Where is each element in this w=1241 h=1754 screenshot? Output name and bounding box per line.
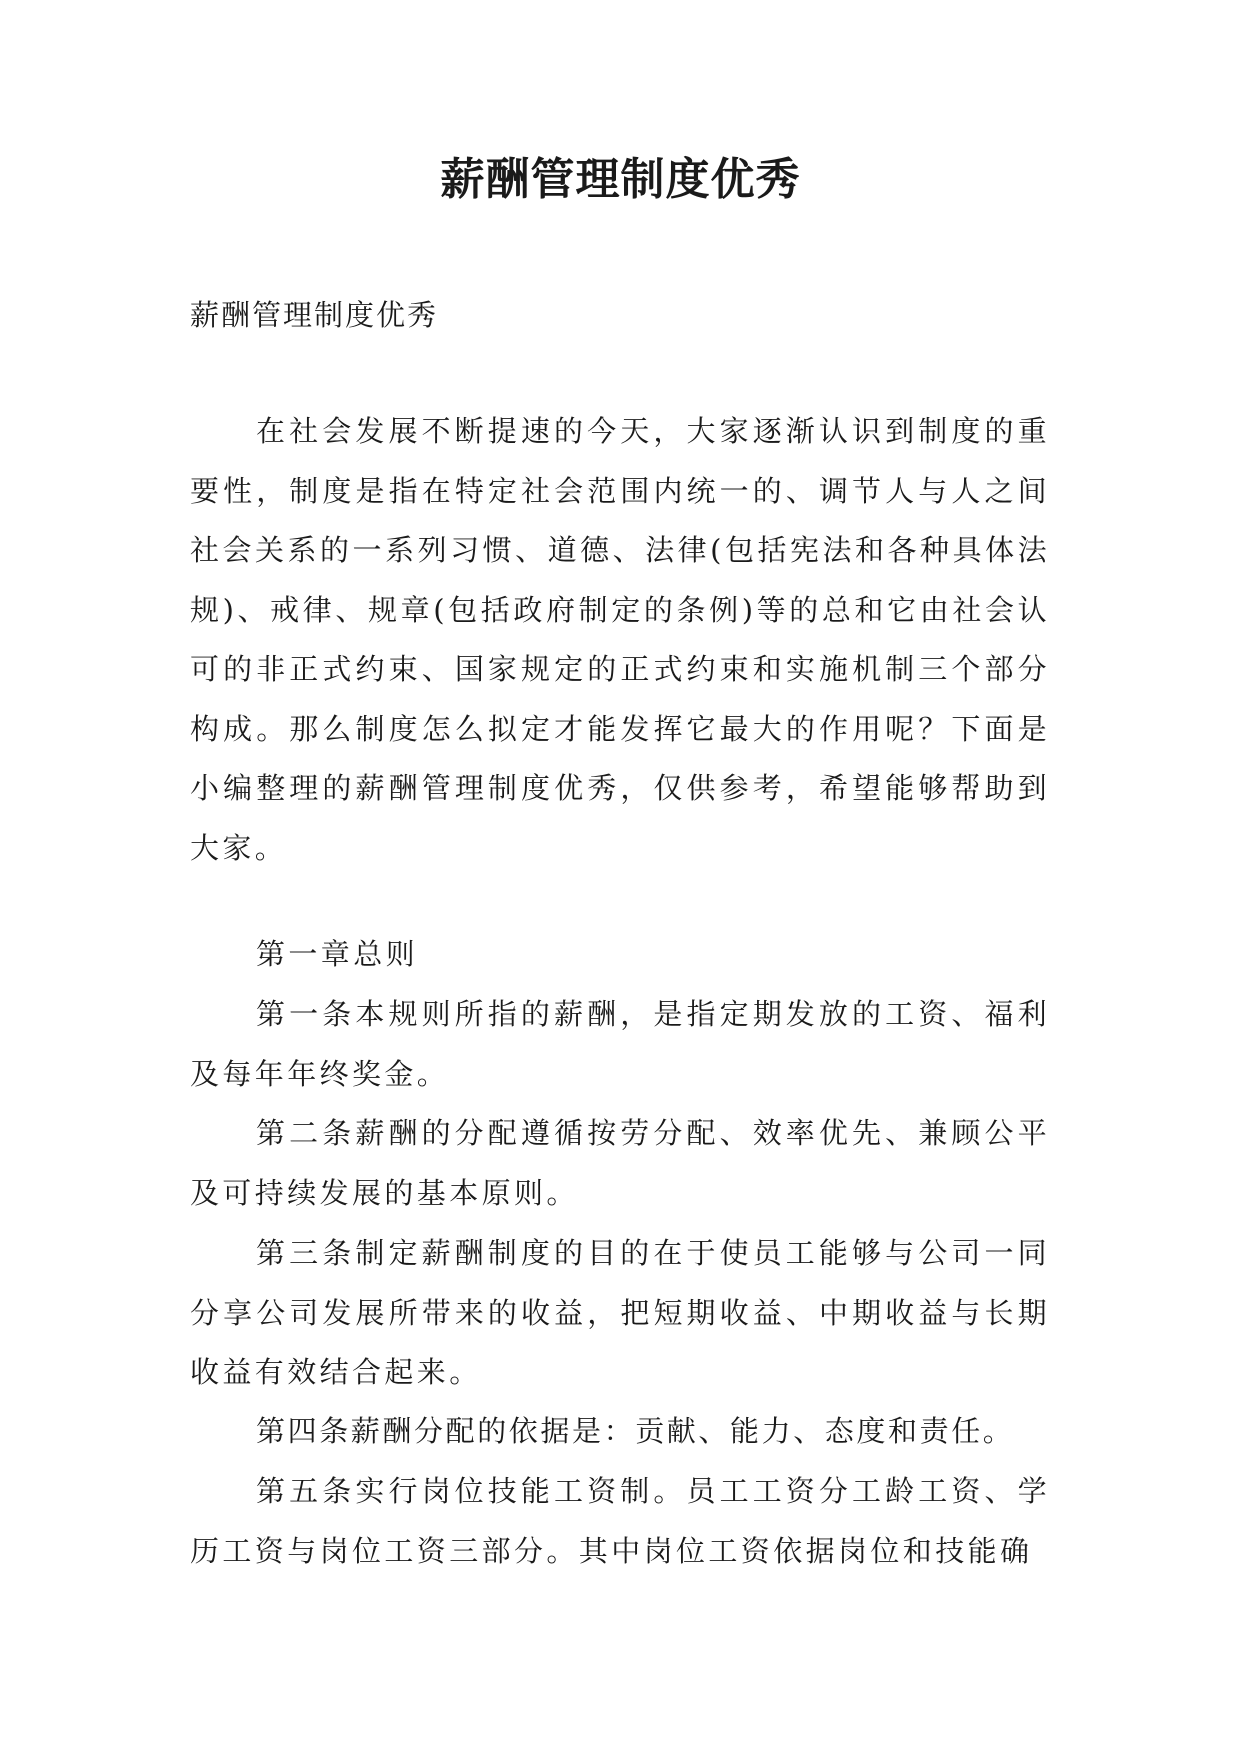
document-title: 薪酬管理制度优秀 bbox=[440, 154, 801, 205]
article-1: 第一条本规则所指的薪酬，是指定期发放的工资、福利及每年年终奖金。 bbox=[190, 997, 1050, 1091]
article-5: 第五条实行岗位技能工资制。员工工资分工龄工资、学历工资与岗位工资三部分。其中岗位工资依据岗位和技能确 bbox=[190, 1474, 1050, 1568]
chapter-heading: 第一章总则 bbox=[256, 937, 419, 971]
article-3: 第三条制定薪酬制度的目的在于使员工能够与公司一同分享公司发展所带来的收益，把短期收益、中期收益与长期收益有效结合起来。 bbox=[190, 1236, 1050, 1389]
document-subtitle: 薪酬管理制度优秀 bbox=[190, 298, 439, 332]
article-4: 第四条薪酬分配的依据是：贡献、能力、态度和责任。 bbox=[256, 1414, 1015, 1448]
article-2: 第二条薪酬的分配遵循按劳分配、效率优先、兼顾公平及可持续发展的基本原则。 bbox=[190, 1116, 1050, 1210]
intro-paragraph: 在社会发展不断提速的今天，大家逐渐认识到制度的重要性，制度是指在特定社会范围内统一的、调节人与人之间社会关系的一系列习惯、道德、法律(包括宪法和各种具体法规)、戒律、规章(包括政府制定的条例)等的总和它由社会认可的非正式约束、国家规定的正式约束和实施机制三个部分构成。那么制度怎么拟定才能发挥它最大的作用呢？下面是小编整理的薪酬管理制度优秀，仅供参考，希望能够帮助到大家。 bbox=[190, 414, 1050, 865]
